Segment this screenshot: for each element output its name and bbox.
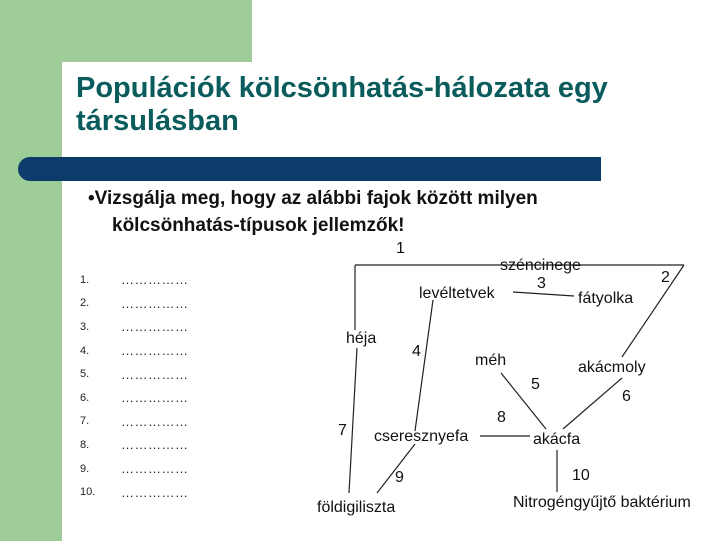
answer-blank: …………… (121, 295, 189, 311)
edge-7-line (349, 348, 357, 493)
answer-number: 2. (80, 297, 90, 310)
answer-blank: …………… (121, 437, 189, 453)
node-akacfa: akácfa (533, 431, 581, 448)
answer-number: 7. (80, 415, 90, 428)
node-heja: héja (346, 330, 377, 347)
edge-label-5: 5 (531, 376, 540, 393)
edge-6-line (563, 378, 622, 429)
answer-number: 3. (80, 320, 90, 333)
node-akacmoly: akácmoly (578, 359, 646, 376)
answer-number: 4. (80, 344, 90, 357)
answer-number: 9. (80, 462, 90, 475)
bullet-icon: • (88, 188, 95, 209)
edge-label-10: 10 (572, 467, 590, 484)
node-cseresznyefa: cseresznyefa (374, 428, 469, 445)
edge-label-4: 4 (412, 343, 421, 360)
edge-label-7: 7 (338, 422, 347, 439)
edge-label-3: 3 (537, 275, 546, 292)
instruction-line-2: kölcsönhatás-típusok jellemzők! (112, 215, 405, 236)
answer-number: 5. (80, 368, 90, 381)
edge-label-6: 6 (622, 388, 631, 405)
slide-title: Populációk kölcsönhatás-hálozata egy társulásban (76, 72, 608, 137)
edge-4-line (415, 300, 433, 431)
answer-number: 6. (80, 391, 90, 404)
edge-2-line (622, 265, 684, 357)
answer-blank: …………… (121, 413, 189, 429)
answer-blank: …………… (121, 484, 189, 500)
instruction-line-1: Vizsgálja meg, hogy az alábbi fajok között milyen (94, 188, 538, 209)
answer-number: 8. (80, 438, 90, 451)
edge-label-8: 8 (497, 409, 506, 426)
edge-3-line (513, 292, 574, 296)
node-nitrogen: Nitrogéngyűjtő baktérium (513, 494, 691, 511)
answer-number: 1. (80, 273, 90, 286)
node-meh: méh (475, 352, 507, 369)
answer-blank: …………… (121, 272, 189, 288)
answer-blank: …………… (121, 366, 189, 382)
answer-blank: …………… (121, 343, 189, 359)
node-leveltetvek: levéltetvek (419, 285, 495, 302)
edge-label-1: 1 (396, 240, 405, 257)
answer-blank: …………… (121, 390, 189, 406)
answer-blank: …………… (121, 319, 189, 335)
node-fatyolka: fátyolka (578, 290, 634, 307)
node-foldigiliszta: földigiliszta (317, 499, 396, 516)
edge-label-2: 2 (661, 269, 670, 286)
edge-label-9: 9 (395, 469, 404, 486)
answer-blank: …………… (121, 461, 189, 477)
answer-number: 10. (80, 486, 96, 499)
node-szencinege: széncinege (500, 257, 581, 274)
